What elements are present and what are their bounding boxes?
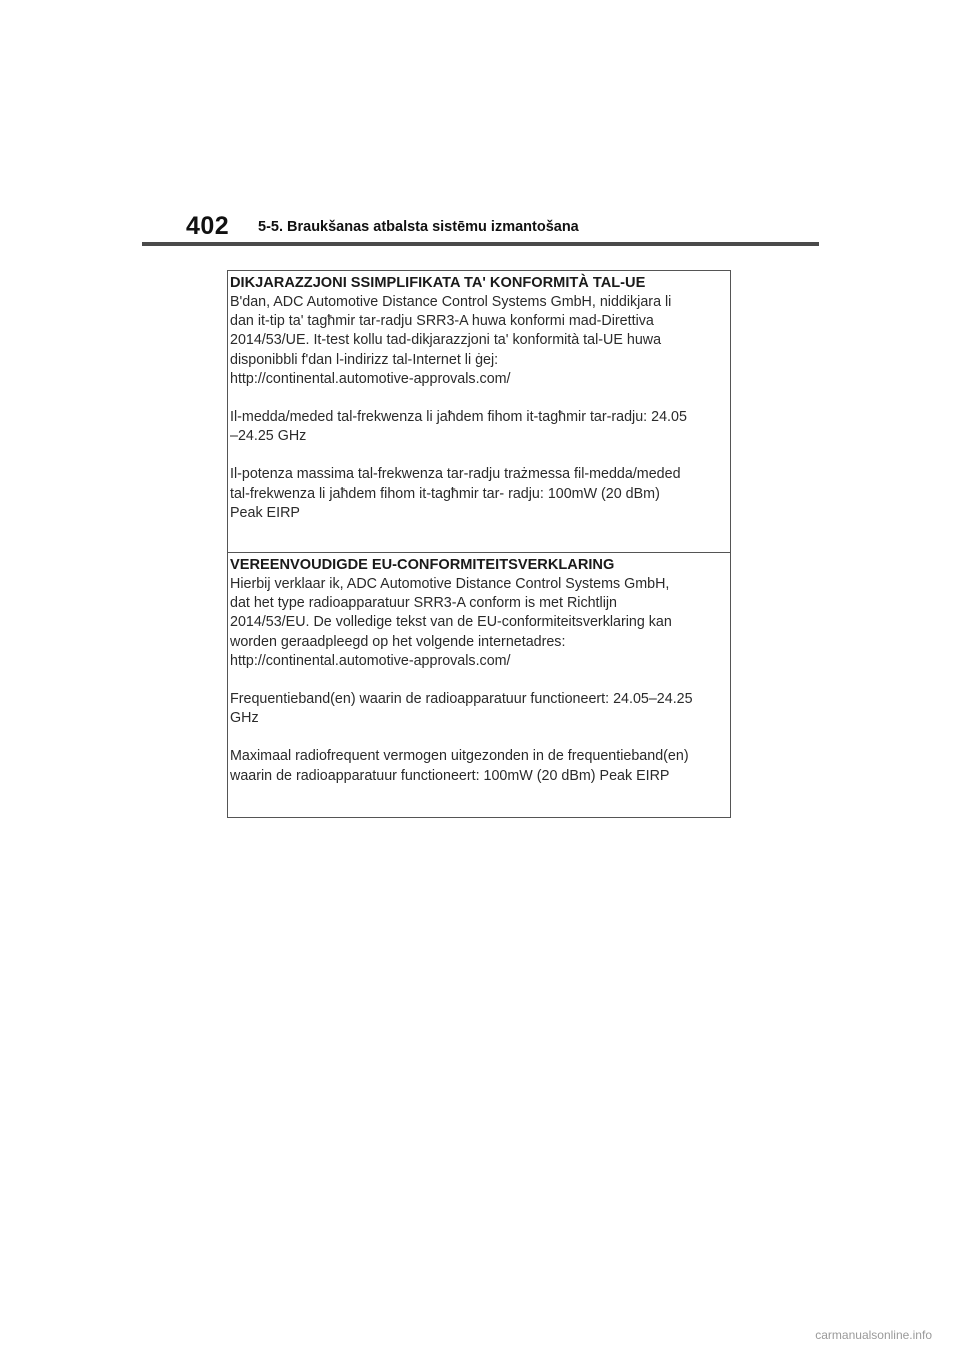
declaration-paragraph-nl-3 (230, 747, 728, 785)
declaration-heading-mt: DIKJARAZZJONI SSIMPLIFIKATA TA' KONFORMITÀ TAL-UE (230, 275, 646, 291)
text-line: Peak EIRP (230, 504, 300, 521)
text-line: Il-potenza massima tal-frekwenza tar-radju trażmessa fil-medda/meded (230, 466, 681, 483)
declaration-dutch (228, 553, 730, 819)
declaration-paragraph-nl-1 (230, 575, 728, 671)
declaration-paragraph-mt-3 (230, 465, 728, 523)
watermark-logo: carmanualsonline.info (815, 1328, 932, 1342)
header-rule (142, 242, 819, 246)
text-line: B'dan, ADC Automotive Distance Control Systems GmbH, niddikjara li (230, 294, 672, 310)
text-line: Frequentieband(en) waarin de radioapparatuur functioneert: 24.05–24.25 (230, 691, 693, 708)
declaration-box (227, 270, 731, 818)
text-line: –24.25 GHz (230, 428, 307, 445)
section-title: 5-5. Braukšanas atbalsta sistēmu izmantošana (258, 219, 579, 235)
text-line: waarin de radioapparatuur functioneert: 100mW (20 dBm) Peak EIRP (230, 767, 670, 784)
text-line: Il-medda/meded tal-frekwenza li jaħdem fihom it-tagħmir tar-radju: 24.05 (230, 409, 687, 426)
declaration-paragraph-mt-1 (230, 293, 728, 389)
text-line: 2014/53/UE. It-test kollu tad-dikjarazzjoni ta' konformità tal-UE huwa (230, 332, 662, 349)
url-text: http://continental.automotive-approvals.com/ (230, 652, 511, 669)
text-line: dan it-tip ta' tagħmir tar-radju SRR3-A huwa konformi mad-Direttiva (230, 313, 654, 330)
declaration-heading-nl: VEREENVOUDIGDE EU-CONFORMITEITSVERKLARING (230, 557, 615, 573)
page-number: 402 (186, 212, 230, 240)
text-line: Hierbij verklaar ik, ADC Automotive Distance Control Systems GmbH, (230, 576, 670, 592)
text-line: dat het type radioapparatuur SRR3-A conform is met Richtlijn (230, 595, 617, 612)
text-line: Maximaal radiofrequent vermogen uitgezonden in de frequentieband(en) (230, 748, 689, 765)
declaration-paragraph-mt-2 (230, 408, 728, 446)
text-line: disponibbli f'dan l-indirizz tal-Internet li ġej: (230, 351, 499, 368)
text-line: tal-frekwenza li jaħdem fihom it-tagħmir tar- radju: 100mW (20 dBm) (230, 485, 660, 502)
text-line: 2014/53/EU. De volledige tekst van de EU-conformiteitsverklaring kan (230, 614, 672, 631)
text-line: worden geraadpleegd op het volgende internetadres: (230, 633, 566, 650)
declaration-paragraph-nl-2 (230, 690, 728, 728)
url-text: http://continental.automotive-approvals.com/ (230, 370, 511, 387)
text-line: GHz (230, 710, 259, 727)
declaration-maltese (228, 271, 730, 553)
